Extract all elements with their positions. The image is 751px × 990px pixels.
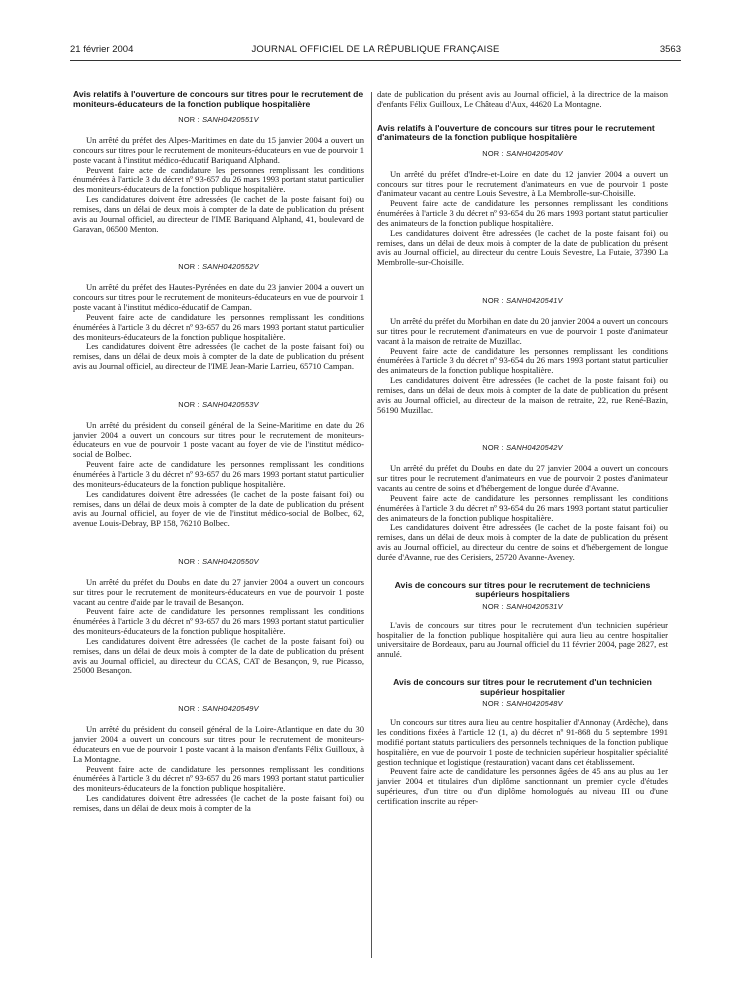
- paragraph: Un arrêté du préfet du Morbihan en date du 20 janvier 2004 a ouvert un concours sur titres pour le recrutement d'animateurs en vue de pourvoir 1 poste d'animateur vacant à la maison de retraite de Muzillac.: [377, 316, 668, 346]
- paragraph: Les candidatures doivent être adressées (le cachet de la poste faisant foi) ou remises, dans un délai de deux mois à compter de la date de publication du présent avis au Journal officiel, au directeur de la maison de retraite, 22, rue René-Bazin, 56190 Muzillac.: [377, 375, 668, 415]
- nor-code: SANH0420531V: [506, 601, 563, 611]
- nor-reference: [377, 602, 668, 612]
- nor-prefix: NOR :: [178, 557, 203, 567]
- nor-reference: [377, 443, 668, 453]
- nor-prefix: NOR :: [482, 601, 507, 611]
- header-date: 21 février 2004: [70, 44, 134, 55]
- nor-prefix: NOR :: [482, 699, 507, 709]
- nor-reference: [73, 115, 364, 125]
- paragraph: Peuvent faire acte de candidature les personnes âgées de 45 ans au plus au 1er janvier 2004 et titulaires d'un diplôme sanctionnant un premier cycle d'études supérieures, d'un titre ou d'un diplôme homologués au niveau III ou d'une certification inscrite au réper-: [377, 766, 668, 806]
- nor-code: SANH0420542V: [506, 443, 563, 453]
- section-heading-moniteurs: Avis relatifs à l'ouverture de concours sur titres pour le recrutement de moniteurs-éducateurs de la fonction publique hospitalière: [73, 89, 364, 109]
- nor-prefix: NOR :: [178, 262, 203, 272]
- paragraph: Les candidatures doivent être adressées (le cachet de la poste faisant foi) ou remises, dans un délai de deux mois à compter de la: [73, 793, 364, 813]
- paragraph: Peuvent faire acte de candidature les personnes remplissant les conditions énumérées à l'article 3 du décret nº 93-657 du 26 mars 1993 portant statut particulier des moniteurs-éducateurs de la fonction publique hospitalière.: [73, 164, 364, 195]
- section-heading-techniciens: Avis de concours sur titres pour le recrutement de techniciens supérieurs hospitaliers: [394, 579, 651, 600]
- header-rule: [70, 60, 681, 61]
- paragraph: L'avis de concours sur titres pour le recrutement d'un technicien supérieur hospitalier de la fonction publique hospitalière qui aura lieu au centre hospitalier universitaire de Bordeaux, paru au Journal officiel du 11 février 2004, page 2827, est annulé.: [377, 619, 668, 660]
- nor-code: SANH0420549V: [202, 704, 259, 714]
- paragraph: Peuvent faire acte de candidature les personnes remplissant les conditions énumérées à l'article 3 du décret nº 93-657 du 26 mars 1993 portant statut particulier des moniteurs-éducateurs de la fonction publique hospitalière.: [73, 763, 364, 794]
- notice: [73, 704, 364, 813]
- section-heading-animateurs: Avis relatifs à l'ouverture de concours sur titres pour le recrutement d'animateurs de la fonction publique hospitalière: [377, 122, 655, 143]
- notice: [73, 557, 364, 676]
- notice: [377, 296, 668, 415]
- nor-reference: [73, 704, 364, 714]
- paragraph: Les candidatures doivent être adressées (le cachet de la poste faisant foi) ou remises, dans un délai de deux mois à compter de la date de publication du présent avis au Journal officiel, au directeur de l'IME Bariquand Alphand, 41, boulevard de Garavan, 06500 Menton.: [73, 194, 364, 234]
- notice: [73, 262, 364, 371]
- paragraph: Les candidatures doivent être adressées (le cachet de la poste faisant foi) ou remises, dans un délai de deux mois à compter de la date de publication du présent avis au Journal officiel, au directeur du centre de soins et d'hébergement de longue durée d'Avanne, rue des Cerisiers, 25720 Avanne-Aveney.: [377, 522, 668, 562]
- nor-prefix: NOR :: [178, 704, 203, 714]
- left-column: [73, 90, 364, 814]
- nor-code: SANH0420551V: [202, 115, 259, 125]
- paragraph: Les candidatures doivent être adressées (le cachet de la poste faisant foi) ou remises, dans un délai de deux mois à compter de la date de publication du présent avis au Journal officiel, au directeur du centre Louis Sevestre, La Futaie, 37390 La Membrolle-sur-Choisille.: [377, 227, 668, 268]
- nor-code: SANH0420548V: [506, 699, 563, 709]
- paragraph: Un arrêté du préfet des Hautes-Pyrénées en date du 23 janvier 2004 a ouvert un concours sur titres pour le recrutement de moniteurs-éducateurs en vue de pourvoir 1 poste vacant à l'institut médico-éducatif de Campan.: [73, 282, 364, 312]
- nor-prefix: NOR :: [178, 115, 203, 125]
- nor-reference: [377, 296, 668, 306]
- nor-reference: [377, 149, 668, 159]
- notice: [377, 443, 668, 562]
- nor-code: SANH0420553V: [202, 399, 259, 409]
- section-heading-technicien: Avis de concours sur titres pour le recrutement d'un technicien supérieur hospitalier: [393, 677, 652, 697]
- paragraph: Peuvent faire acte de candidature les personnes remplissant les conditions énumérées à l'article 3 du décret nº 93-657 du 26 mars 1993 portant statut particulier des moniteurs-éducateurs de la fonction publique hospitalière.: [73, 459, 364, 489]
- paragraph: Peuvent faire acte de candidature les personnes remplissant les conditions énumérées à l'article 3 du décret nº 93-654 du 26 mars 1993 portant statut particulier des animateurs de la fonction publique hospitalière.: [377, 345, 668, 376]
- column-divider: [371, 92, 372, 958]
- nor-reference: [73, 400, 364, 410]
- paragraph: Un arrêté du préfet du Doubs en date du 27 janvier 2004 a ouvert un concours sur titres pour le recrutement d'animateurs en vue de pourvoir 2 postes d'animateur vacants au centre de soins et d'hébergement de longue durée d'Avanne.: [377, 463, 668, 493]
- nor-prefix: NOR :: [482, 148, 507, 158]
- paragraph: Un arrêté du préfet du Doubs en date du 27 janvier 2004 a ouvert un concours sur titres pour le recrutement de moniteurs-éducateurs en vue de pourvoir 1 poste vacant au centre d'aide par le travail de Besançon.: [73, 576, 364, 607]
- paragraph: Un arrêté du président du conseil général de la Loire-Atlantique en date du 30 janvier 2004 a ouvert un concours sur titres pour le recrutement de moniteurs-éducateurs en vue de pourvoir 1 poste vacant à la maison d'enfants Félix Guilloux, à La Montagne.: [73, 724, 364, 764]
- nor-reference: [73, 557, 364, 567]
- nor-prefix: NOR :: [178, 399, 203, 409]
- paragraph: Peuvent faire acte de candidature les personnes remplissant les conditions énumérées à l'article 3 du décret nº 93-657 du 26 mars 1993 portant statut particulier des moniteurs-éducateurs de la fonction publique hospitalière.: [73, 311, 364, 342]
- notice: [73, 400, 364, 529]
- nor-reference: [377, 699, 668, 709]
- nor-reference: [73, 262, 364, 272]
- right-column: [377, 90, 668, 807]
- nor-code: SANH0420552V: [202, 262, 259, 272]
- paragraph: Un arrêté du président du conseil général de la Seine-Maritime en date du 26 janvier 2004 a ouvert un concours sur titres pour le recrutement de moniteurs-éducateurs en vue de pourvoir 1 poste vacant au foyer de vie de l'institut médico-social de Bolbec.: [73, 419, 364, 460]
- header-title: JOURNAL OFFICIEL DE LA RÉPUBLIQUE FRANÇAISE: [251, 44, 500, 55]
- paragraph: Les candidatures doivent être adressées (le cachet de la poste faisant foi) ou remises, dans un délai de deux mois à compter de la date de publication du présent avis au Journal officiel, au directeur de l'IME Jean-Marie Larrieu, 65710 Campan.: [73, 341, 364, 372]
- paragraph: Les candidatures doivent être adressées (le cachet de la poste faisant foi) ou remises, dans un délai de deux mois à compter de la date de publication du présent avis au Journal officiel, au directeur du CCAS, CAT de Besançon, 9, rue Picasso, 25000 Besançon.: [73, 635, 364, 676]
- nor-code: SANH0420540V: [506, 148, 563, 158]
- nor-prefix: NOR :: [482, 296, 507, 306]
- nor-code: SANH0420541V: [506, 296, 563, 306]
- notice: [73, 115, 364, 234]
- paragraph: Peuvent faire acte de candidature les personnes remplissant les conditions énumérées à l'article 3 du décret nº 93-657 du 26 mars 1993 portant statut particulier des moniteurs-éducateurs de la fonction publique hospitalière.: [73, 606, 364, 637]
- notice: [377, 149, 668, 268]
- paragraph: Un concours sur titres aura lieu au centre hospitalier d'Annonay (Ardèche), dans les conditions fixées à l'article 12 (1, a) du décret nº 91-868 du 5 septembre 1991 modifié portant statuts particuliers des personnels techniques de la fonction publique hospitalière, en vue de pourvoir 1 poste de technicien supérieur hospitalier spécialité gestion technique et logistique (restauration) vacant dans cet établissement.: [377, 717, 668, 767]
- nor-prefix: NOR :: [482, 443, 507, 453]
- page-header: [70, 44, 681, 60]
- paragraph: Un arrêté du préfet d'Indre-et-Loire en date du 12 janvier 2004 a ouvert un concours sur titres pour le recrutement d'animateurs en vue de pourvoir 1 poste d'animateur vacant au centre Louis Sevestre, à La Membrolle-sur-Choisille.: [377, 168, 668, 199]
- paragraph: Peuvent faire acte de candidature les personnes remplissant les conditions énumérées à l'article 3 du décret nº 93-654 du 26 mars 1993 portant statut particulier des animateurs de la fonction publique hospitalière.: [377, 198, 668, 228]
- continuation-paragraph: date de publication du présent avis au Journal officiel, à la directrice de la maison d'enfants Félix Guilloux, Le Château d'Aux, 44620 La Montagne.: [377, 89, 668, 109]
- paragraph: Peuvent faire acte de candidature les personnes remplissant les conditions énumérées à l'article 3 du décret nº 93-654 du 26 mars 1993 portant statut particulier des animateurs de la fonction publique hospitalière.: [377, 492, 668, 523]
- header-page-number: 3563: [659, 44, 681, 55]
- nor-code: SANH0420550V: [202, 557, 259, 567]
- paragraph: Un arrêté du préfet des Alpes-Maritimes en date du 15 janvier 2004 a ouvert un concours sur titres pour le recrutement de moniteurs-éducateurs en vue de pourvoir 1 poste vacant à l'institut médico-éducatif Bariquand Alphand.: [73, 135, 364, 165]
- paragraph: Les candidatures doivent être adressées (le cachet de la poste faisant foi) ou remises, dans un délai de deux mois à compter de la date de publication du présent avis au Journal officiel, au foyer de vie de l'institut médico-social de Bolbec, 62, avenue Louis-Debray, BP 158, 76210 Bolbec.: [73, 488, 364, 529]
